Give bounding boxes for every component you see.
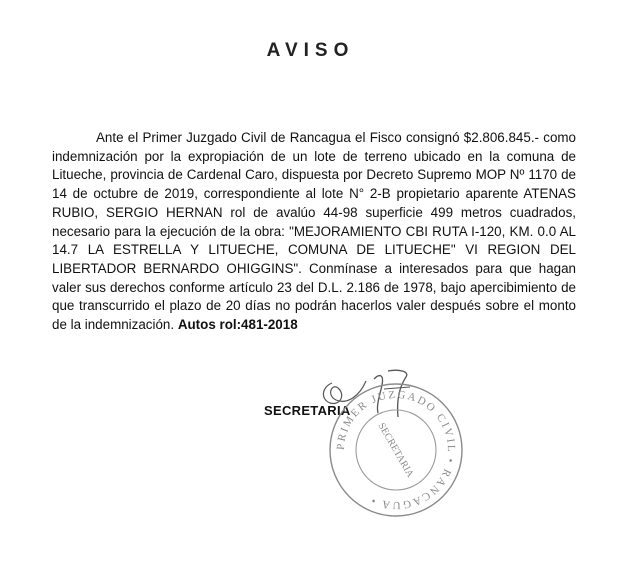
court-seal: [326, 380, 466, 520]
seal-center-text: SECRETARIA: [375, 421, 416, 480]
page-title: AVISO: [266, 40, 355, 61]
notice-body: [52, 129, 576, 335]
notice-paragraph: Ante el Primer Juzgado Civil de Rancagua el Fisco consignó $2.806.845.- como indemnización por la expropiación de un lote de terreno ubicado en la comuna de Litueche, provincia de Cardenal Caro, dispuesta por Decreto Supremo MOP Nº 1170 de 14 de octubre de 2019, correspondiente al lote N° 2-B propietario aparente ATENAS RUBIO, SERGIO HERNAN rol de avalúo 44-98 superficie 499 metros cuadrados, necesario para la ejecución de la obra: "MEJORAMIENTO CBI RUTA I-120, KM. 0.0 AL 14.7 LA ESTRELLA Y LITUECHE, COMUNA DE LITUECHE" VI REGION DEL LIBERTADOR BERNARDO OHIGGINS". Conmínase a interesados para que hagan valer sus derechos conforme artículo 23 del D.L. 2.186 de 1978, bajo apercibimiento de que transcurrido el plazo de 20 días no podrán hacerlos valer después sobre el monto de la indemnización.: [52, 130, 576, 333]
signature-label: SECRETARIA: [264, 403, 351, 418]
case-reference: Autos rol:481-2018: [177, 317, 298, 333]
seal-outer-text: PRIMER JUZGADO CIVIL • RANCAGUA •: [334, 388, 458, 512]
